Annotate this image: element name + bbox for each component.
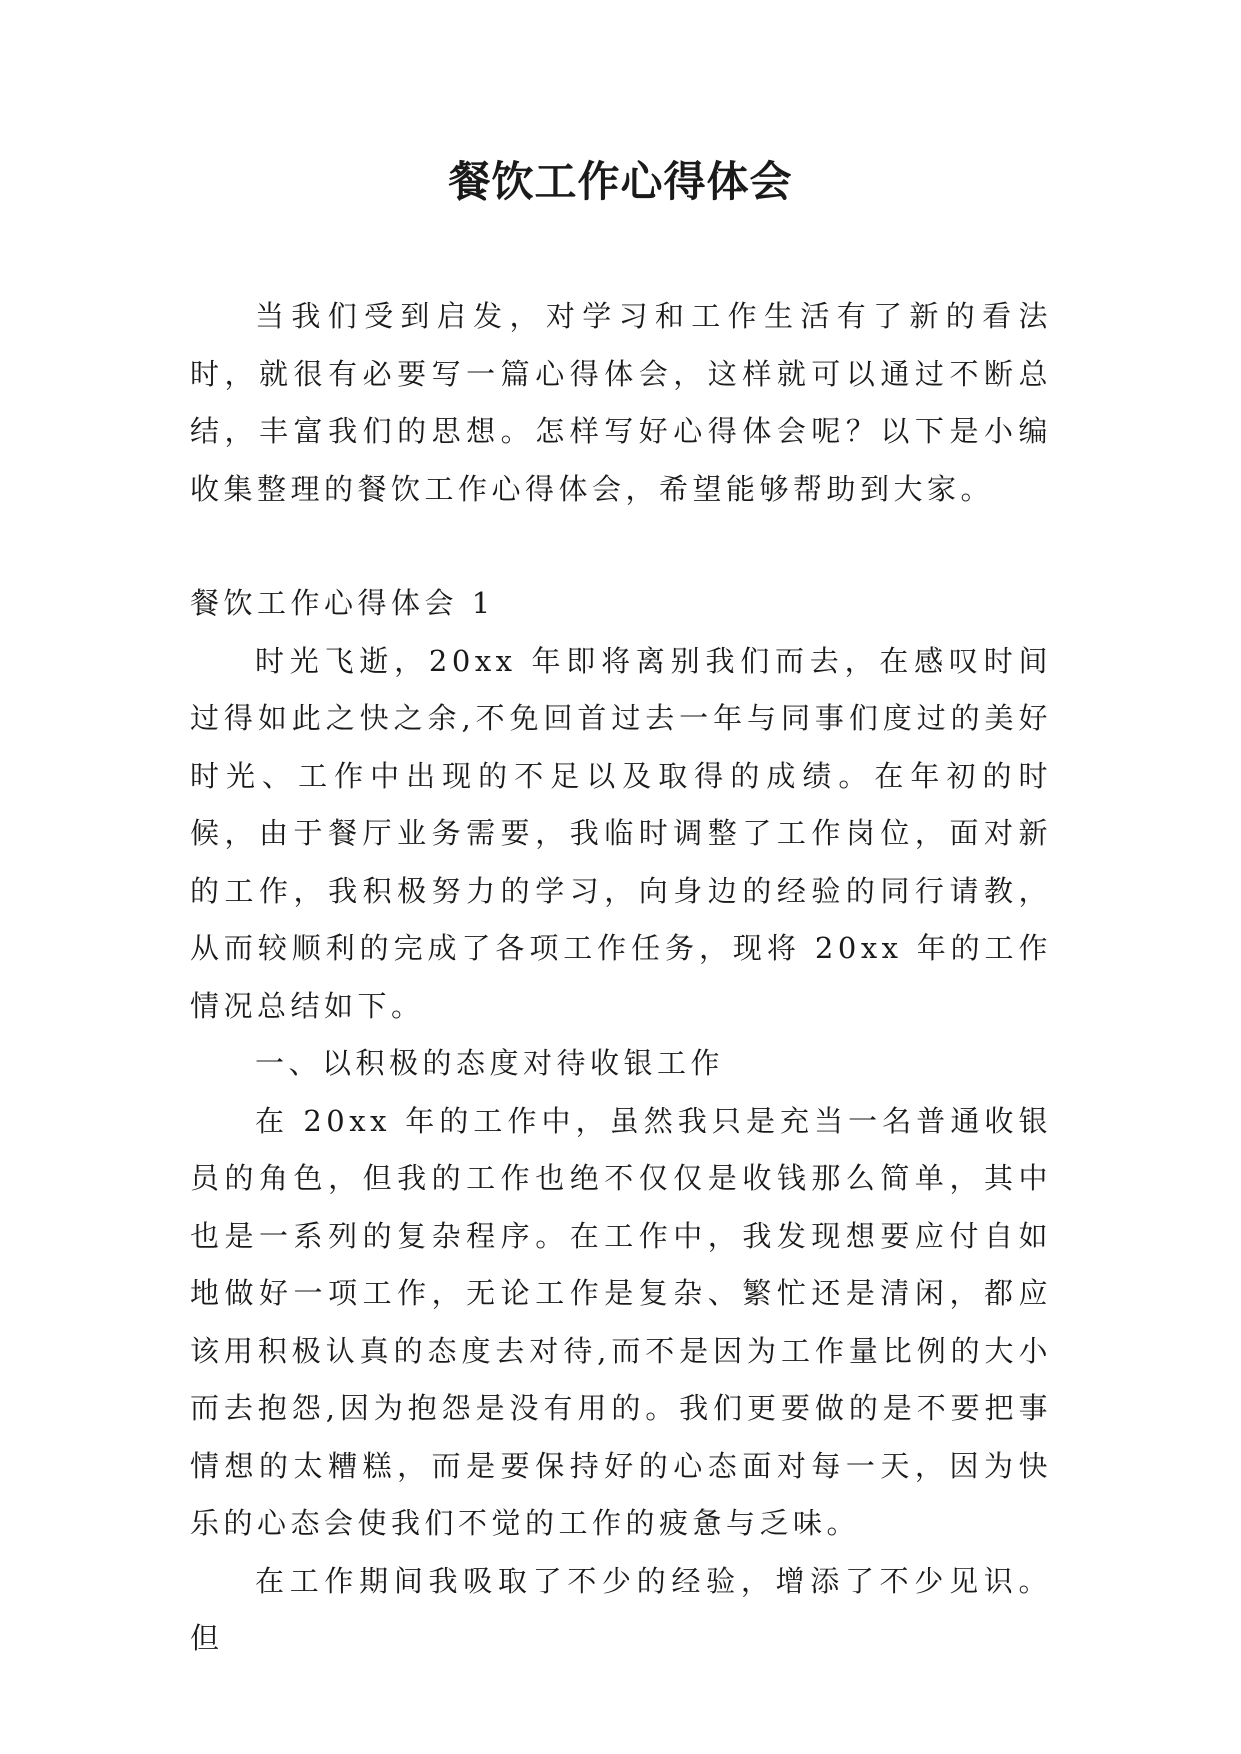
section-heading: 餐饮工作心得体会 1	[190, 586, 495, 620]
body-paragraph: 时光飞逝，20xx 年即将离别我们而去，在感叹时间过得如此之快之余,不免回首过去一年与同事们度过的美好时光、工作中出现的不足以及取得的成绩。在年初的时候，由于餐厅业务需要，我临时调整了工作岗位，面对新的工作，我积极努力的学习，向身边的经验的同行请教，从而较顺利的完成了各项工作任务，现将 20xx 年的工作情况总结如下。	[190, 643, 1052, 1023]
document-title: 餐饮工作心得体会	[448, 157, 793, 206]
intro-paragraph: 当我们受到启发，对学习和工作生活有了新的看法时，就很有必要写一篇心得体会，这样就可以通过不断总结，丰富我们的思想。怎样写好心得体会呢？以下是小编收集整理的餐饮工作心得体会，希望能够帮助到大家。	[190, 299, 1052, 506]
body-paragraph: 在 20xx 年的工作中，虽然我只是充当一名普通收银员的角色，但我的工作也绝不仅仅是收钱那么简单，其中也是一系列的复杂程序。在工作中，我发现想要应付自如地做好一项工作，无论工作是复杂、繁忙还是清闲，都应该用积极认真的态度去对待,而不是因为工作量比例的大小而去抱怨,因为抱怨是没有用的。我们更要做的是不要把事情想的太糟糕，而是要保持好的心态面对每一天，因为快乐的心态会使我们不觉的工作的疲惫与乏味。	[190, 1103, 1052, 1540]
body-paragraph: 在工作期间我吸取了不少的经验，增添了不少见识。但	[190, 1563, 1052, 1655]
subsection-heading: 一、以积极的态度对待收银工作	[255, 1046, 725, 1080]
document-body	[190, 288, 1052, 1668]
